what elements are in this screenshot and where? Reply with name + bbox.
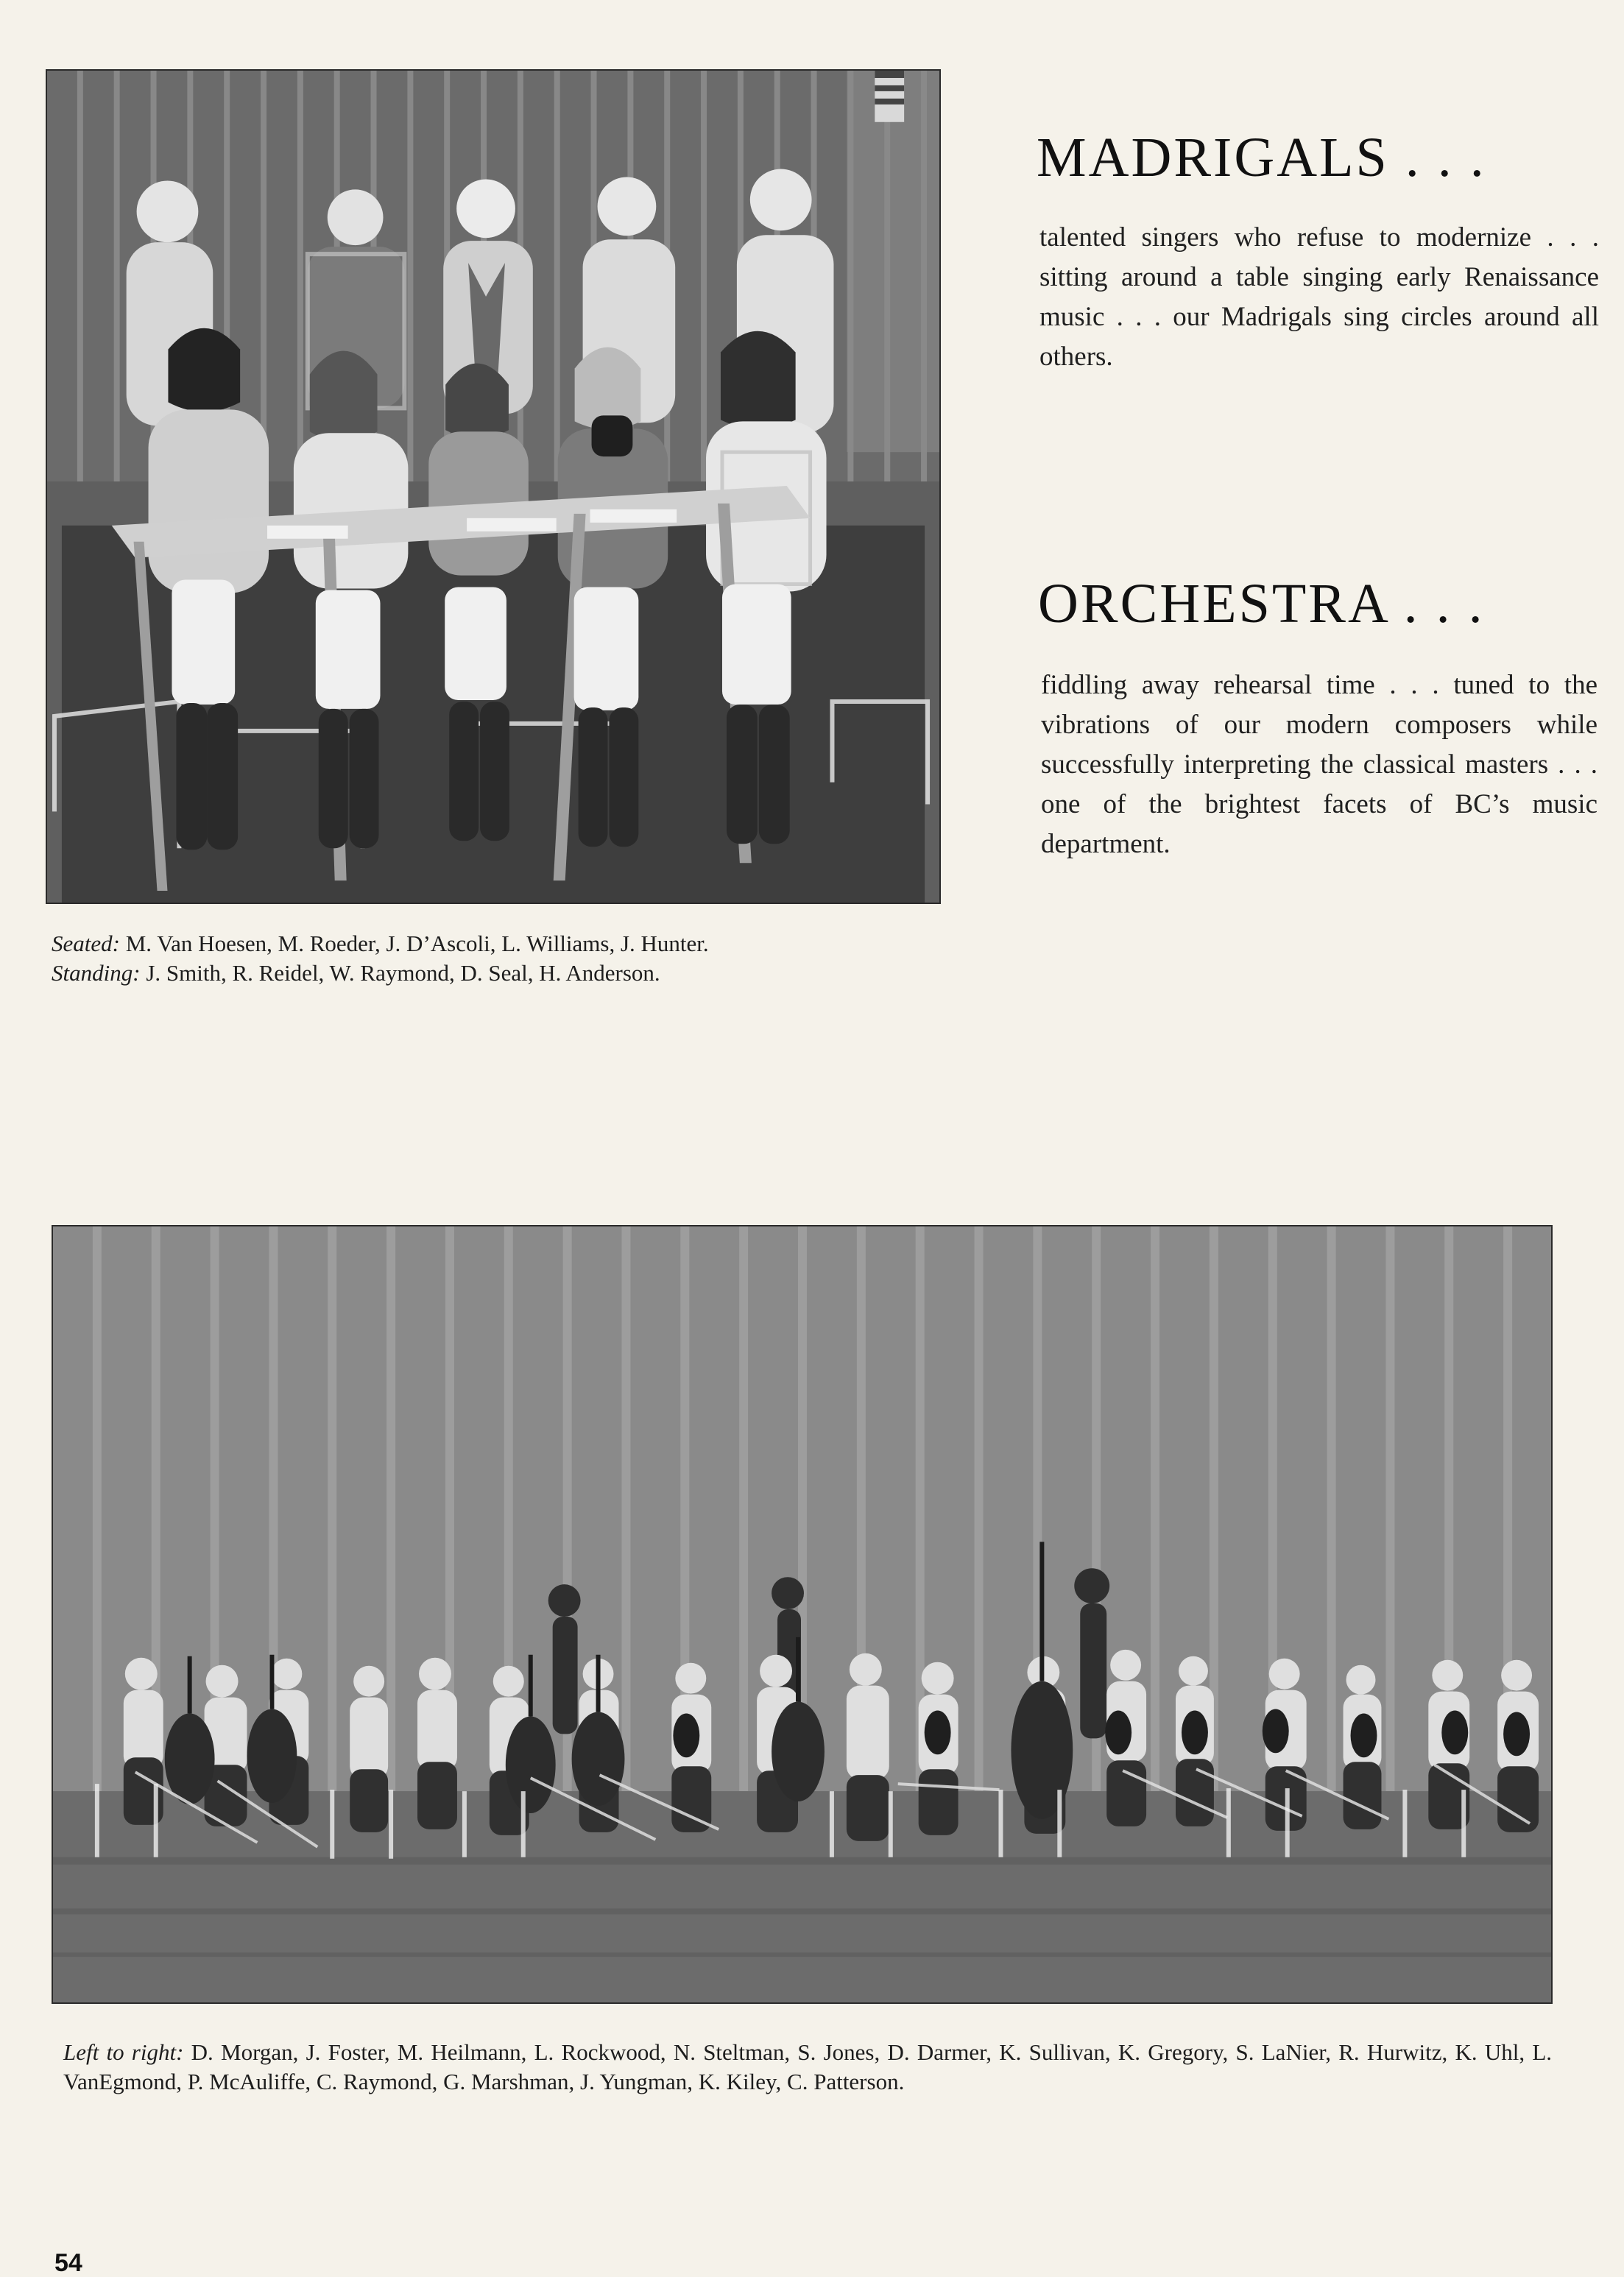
madrigals-caption bbox=[52, 929, 709, 988]
orchestra-caption-names: D. Morgan, J. Foster, M. Heilmann, L. Rockwood, N. Steltman, S. Jones, D. Darmer, K. Sullivan, K. Gregory, S. LaNier, R. Hurwitz, K. Uhl, L. VanEgmond, P. McAuliffe, C. Raymond, G. Marshman, J. Yungman, K. Kiley, C. Patterson. bbox=[63, 2039, 1553, 2094]
seated-names: M. Van Hoesen, M. Roeder, J. D’Ascoli, L. Williams, J. Hunter. bbox=[125, 931, 709, 956]
page-number: 54 bbox=[54, 2249, 82, 2277]
orchestra-photo bbox=[52, 1225, 1553, 2004]
seated-label: Seated: bbox=[52, 931, 120, 956]
madrigals-description: talented singers who refuse to modernize . . . sitting around a table singing early Renaissance music . . . our Madrigals sing circles around all others. bbox=[1039, 222, 1599, 372]
standing-names: J. Smith, R. Reidel, W. Raymond, D. Seal, H. Anderson. bbox=[146, 960, 660, 986]
orchestra-description: fiddling away rehearsal time . . . tuned to the vibrations of our modern composers while successfully interpreting the classical masters . . . one of the brightest facets of BC’s music department. bbox=[1041, 670, 1597, 859]
orchestra-caption bbox=[63, 2038, 1552, 2097]
madrigals-standing-caption-line bbox=[52, 959, 709, 988]
madrigals-photo bbox=[46, 69, 941, 904]
madrigals-seated-caption-line bbox=[52, 929, 709, 959]
madrigals-title: MADRIGALS . . . bbox=[1037, 127, 1486, 188]
orchestra-caption-lead: Left to right: bbox=[63, 2039, 184, 2065]
standing-label: Standing: bbox=[52, 960, 141, 986]
orchestra-photo-illustration bbox=[53, 1226, 1551, 2002]
orchestra-title: ORCHESTRA . . . bbox=[1038, 573, 1485, 635]
madrigals-photo-illustration bbox=[47, 71, 939, 903]
